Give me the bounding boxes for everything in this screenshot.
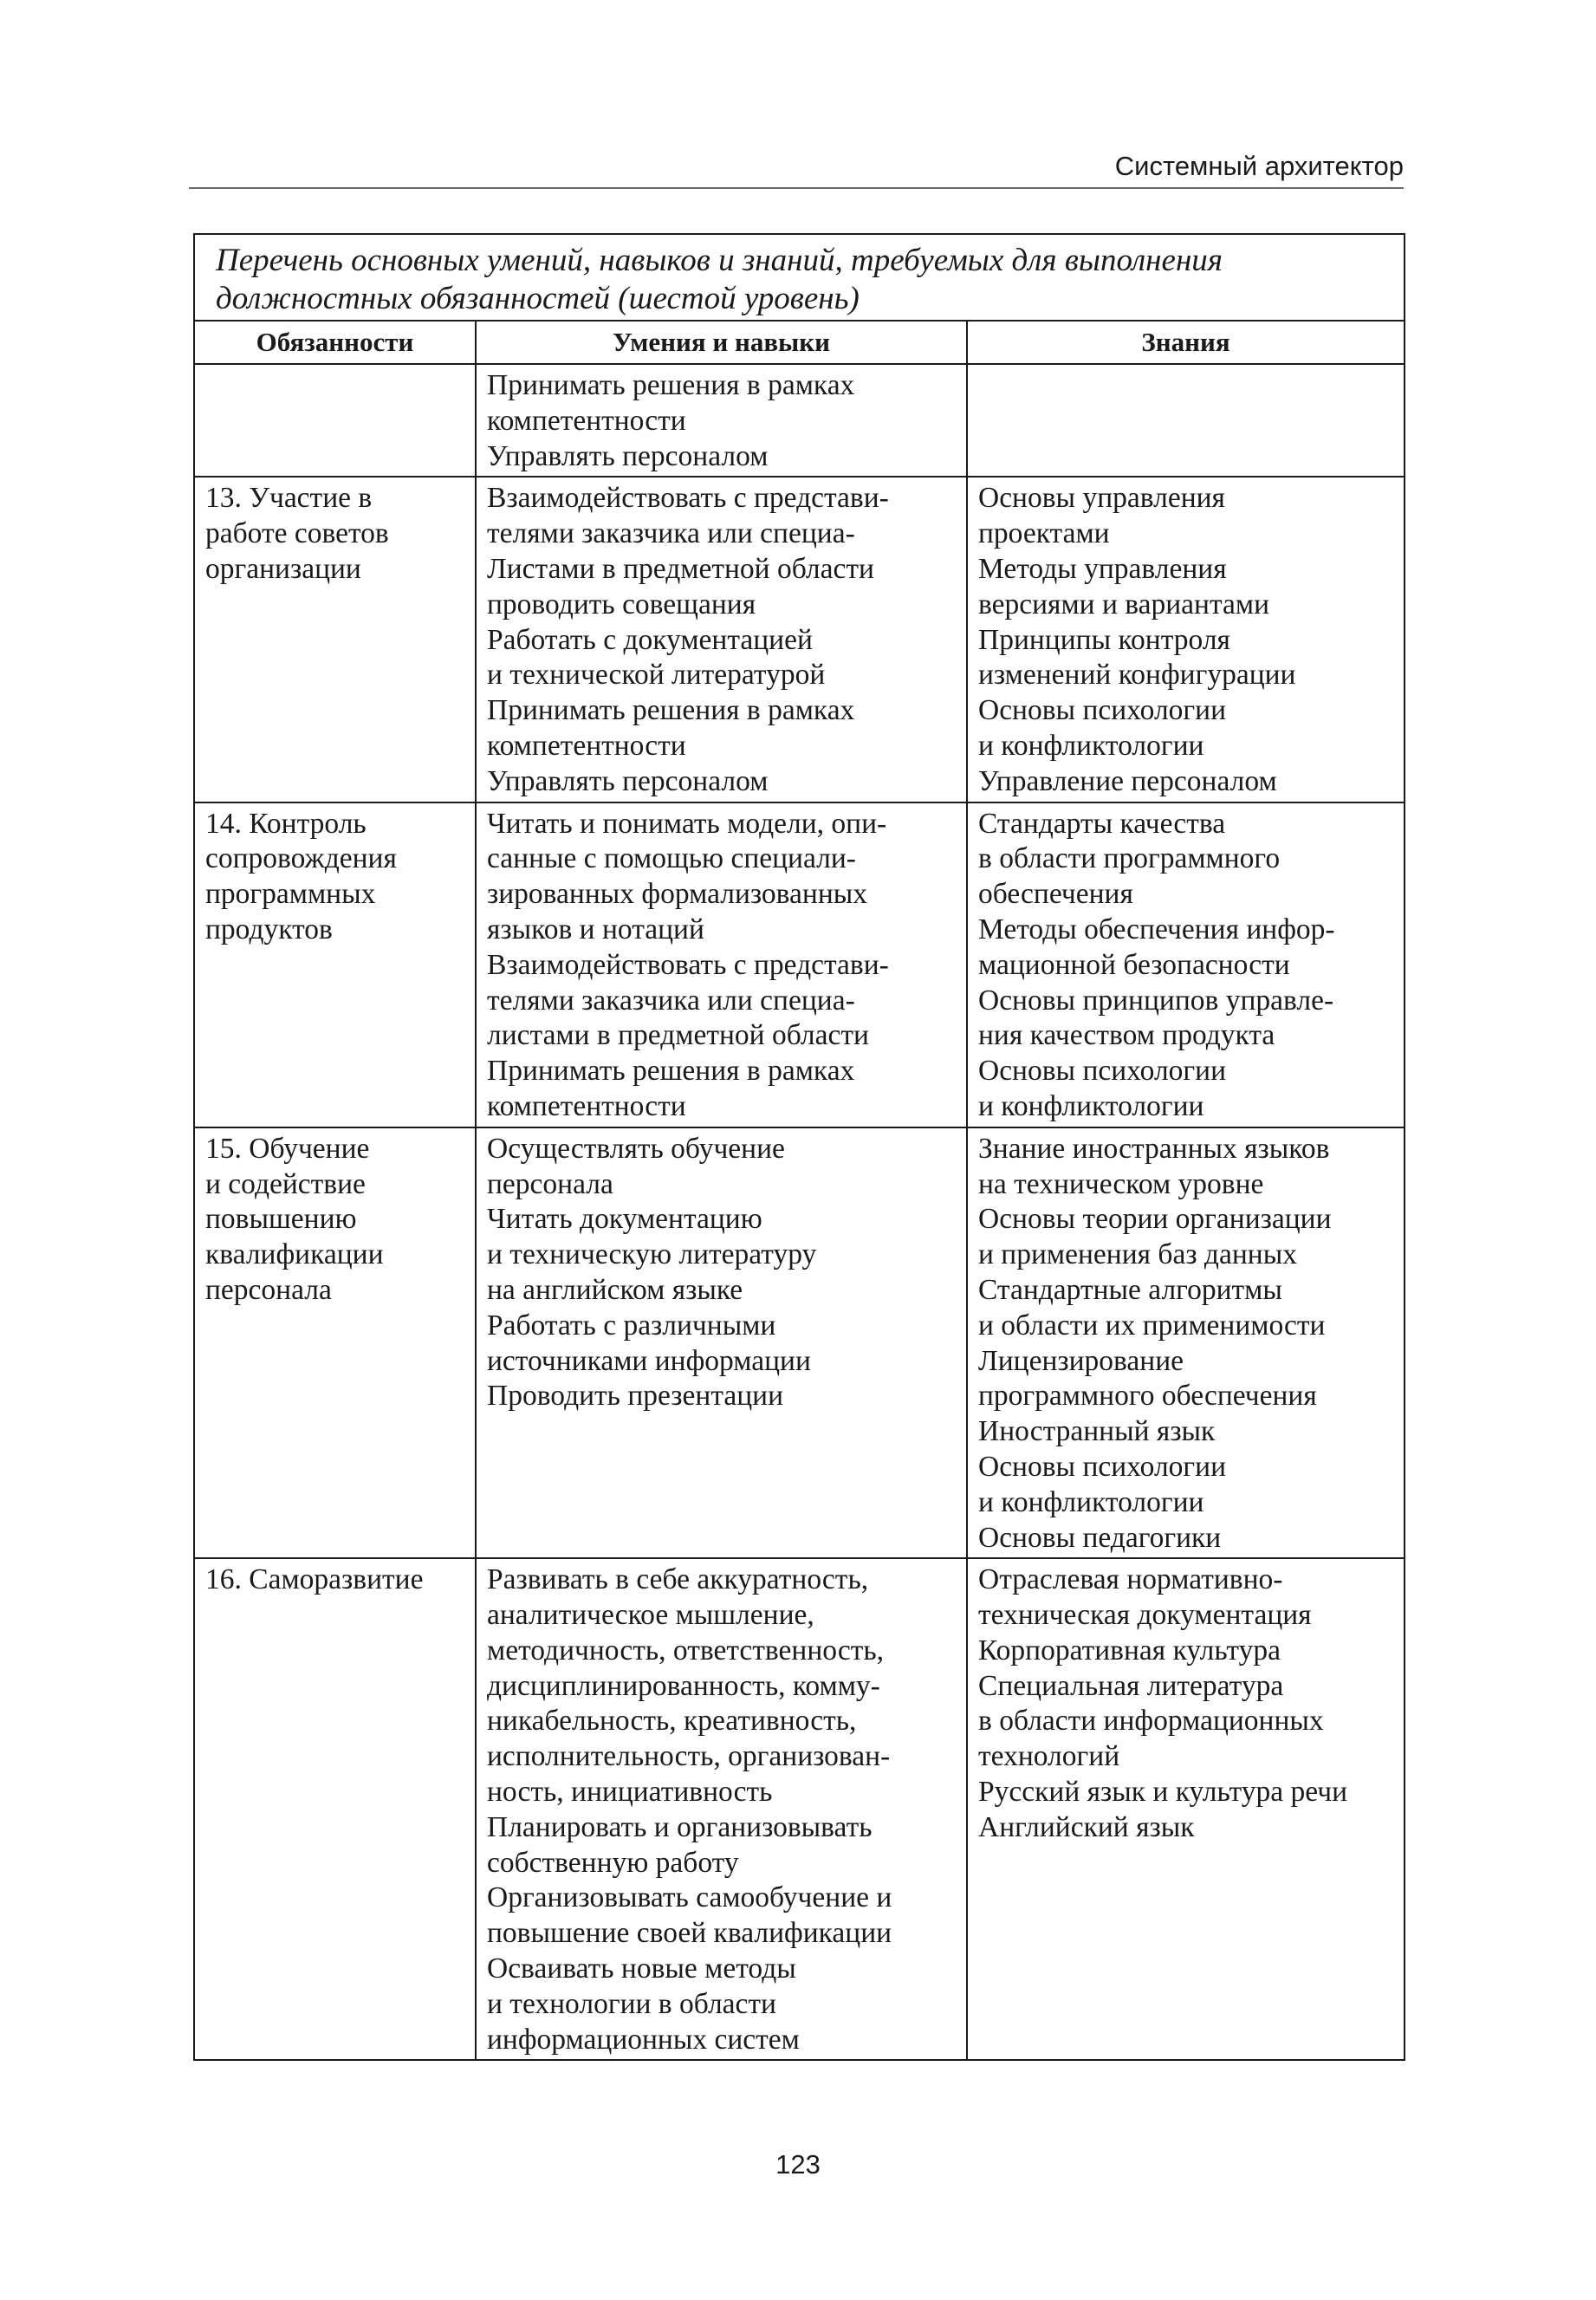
cell-line: Проводить презентации	[487, 1380, 784, 1413]
cell-line: мационной безопасности	[978, 948, 1290, 981]
cell-line: исполнительность, организован-	[487, 1740, 891, 1773]
cell-line: Развивать в себе аккуратность,	[487, 1563, 869, 1596]
cell-line: и области их применимости	[978, 1309, 1326, 1342]
knowledge-cell	[967, 1558, 1405, 2060]
cell-line: Стандартные алгоритмы	[978, 1273, 1282, 1306]
cell-line: персонала	[205, 1273, 332, 1306]
cell-line: Принципы контроля	[978, 623, 1230, 656]
cell-line: Иностранный язык	[978, 1415, 1216, 1448]
page-number: 123	[775, 2149, 821, 2180]
caption-row	[194, 234, 1405, 321]
duties-table	[193, 233, 1405, 2061]
cell-line: изменений конфигурации	[978, 659, 1296, 692]
cell-line: Основы психологии	[978, 694, 1227, 727]
cell-line: Отраслевая нормативно-	[978, 1563, 1283, 1596]
skills-cell	[476, 1127, 967, 1559]
cell-line: и конфликтологии	[978, 729, 1204, 762]
cell-line: продуктов	[205, 913, 333, 945]
caption-line: должностных обязанностей (шестой уровень)	[216, 281, 860, 316]
cell-line: собственную работу	[487, 1846, 739, 1879]
cell-line: телями заказчика или специа-	[487, 517, 855, 550]
cell-line: Стандарты качества	[978, 807, 1226, 840]
running-head: Системный архитектор	[1114, 151, 1404, 181]
cell-line: Основы управления	[978, 482, 1225, 515]
cell-line: ность, инициативность	[487, 1776, 773, 1809]
cell-line: Принимать решения в рамках	[487, 694, 855, 727]
cell-line: проводить совещания	[487, 588, 756, 620]
cell-line: Листами в предметной области	[487, 552, 874, 585]
cell-line: Знание иностранных языков	[978, 1132, 1330, 1165]
cell-line: Управлять персоналом	[487, 439, 769, 472]
cell-line: Управление персоналом	[978, 764, 1277, 797]
cell-line: технологий	[978, 1740, 1120, 1773]
cell-line: компетентности	[487, 729, 686, 762]
table-row	[194, 1558, 1405, 2060]
cell-line: работе советов	[205, 517, 389, 550]
knowledge-cell	[967, 364, 1405, 477]
knowledge-cell	[967, 802, 1405, 1127]
cell-line: Основы педагогики	[978, 1521, 1222, 1554]
cell-line: техническая документация	[978, 1599, 1312, 1632]
cell-line: Методы управления	[978, 552, 1227, 585]
cell-line: Читать и понимать модели, опи-	[487, 807, 887, 840]
header-row	[194, 321, 1405, 364]
cell-line: компетентности	[487, 1089, 686, 1122]
cell-line: организации	[205, 552, 361, 585]
cell-line: Планировать и организовывать	[487, 1810, 873, 1843]
cell-line: ния качеством продукта	[978, 1019, 1275, 1052]
cell-line: сопровождения	[205, 842, 397, 875]
cell-line: 14. Контроль	[205, 807, 367, 840]
cell-line: 15. Обучение	[205, 1132, 370, 1165]
cell-line: проектами	[978, 517, 1110, 550]
cell-line: Взаимодействовать с представи-	[487, 482, 889, 515]
cell-line: и конфликтологии	[978, 1089, 1204, 1122]
cell-line: на техническом уровне	[978, 1167, 1264, 1200]
cell-line: и содействие	[205, 1167, 366, 1200]
cell-line: Английский язык	[978, 1810, 1195, 1843]
cell-line: Принимать решения в рамках	[487, 369, 855, 401]
skills-cell	[476, 1558, 967, 2060]
table-row	[194, 802, 1405, 1127]
skills-cell	[476, 477, 967, 802]
cell-line: никабельность, креативность,	[487, 1705, 857, 1738]
cell-line: дисциплинированность, комму-	[487, 1669, 880, 1702]
cell-line: Лицензирование	[978, 1344, 1184, 1377]
cell-line: Работать с различными	[487, 1309, 776, 1342]
knowledge-cell	[967, 1127, 1405, 1559]
cell-line: обеспечения	[978, 878, 1133, 911]
cell-line: 13. Участие в	[205, 482, 373, 515]
cell-line: Основы психологии	[978, 1450, 1227, 1483]
cell-line: листами в предметной области	[487, 1019, 869, 1052]
cell-line: Основы принципов управле-	[978, 984, 1334, 1017]
cell-line: квалификации	[205, 1238, 384, 1271]
cell-line: источниками информации	[487, 1344, 811, 1377]
cell-line: Методы обеспечения инфор-	[978, 913, 1335, 945]
column-header-skills: Умения и навыки	[476, 321, 967, 364]
duty-cell	[194, 477, 476, 802]
caption-line: Перечень основных умений, навыков и знаний, требуемых для выполнения	[216, 243, 1223, 278]
table-body	[194, 364, 1405, 2060]
cell-line: телями заказчика или специа-	[487, 984, 855, 1017]
cell-line: языков и нотаций	[487, 913, 704, 945]
cell-line: информационных систем	[487, 2023, 800, 2056]
cell-line: программных	[205, 878, 376, 911]
cell-line: повышение своей квалификации	[487, 1917, 892, 1950]
cell-line: Взаимодействовать с представи-	[487, 948, 889, 981]
header-rule	[189, 187, 1404, 189]
table-row	[194, 1127, 1405, 1559]
cell-line: в области программного	[978, 842, 1281, 875]
cell-line: программного обеспечения	[978, 1380, 1317, 1413]
duty-cell	[194, 364, 476, 477]
cell-line: версиями и вариантами	[978, 588, 1270, 620]
cell-line: 16. Саморазвитие	[205, 1563, 424, 1596]
table-row	[194, 477, 1405, 802]
cell-line: Корпоративная культура	[978, 1634, 1281, 1667]
column-header-knowledge: Знания	[967, 321, 1405, 364]
duty-cell	[194, 1558, 476, 2060]
cell-line: санные с помощью специали-	[487, 842, 856, 875]
table-row	[194, 364, 1405, 477]
cell-line: зированных формализованных	[487, 878, 868, 911]
cell-line: на английском языке	[487, 1273, 743, 1306]
cell-line: Русский язык и культура речи	[978, 1776, 1348, 1809]
cell-line: Читать документацию	[487, 1203, 762, 1236]
skills-cell	[476, 364, 967, 477]
cell-line: и технологии в области	[487, 1987, 776, 2020]
cell-line: Основы психологии	[978, 1055, 1227, 1088]
cell-line: Основы теории организации	[978, 1203, 1332, 1236]
cell-line: в области информационных	[978, 1705, 1324, 1738]
duty-cell	[194, 802, 476, 1127]
cell-line: Работать с документацией	[487, 623, 813, 656]
duty-cell	[194, 1127, 476, 1559]
cell-line: компетентности	[487, 404, 686, 437]
cell-line: Организовывать самообучение и	[487, 1881, 892, 1914]
cell-line: Принимать решения в рамках	[487, 1055, 855, 1088]
cell-line: методичность, ответственность,	[487, 1634, 885, 1667]
cell-line: и технической литературой	[487, 659, 826, 692]
cell-line: Осуществлять обучение	[487, 1132, 785, 1165]
cell-line: Осваивать новые методы	[487, 1952, 796, 1985]
skills-cell	[476, 802, 967, 1127]
table-caption	[194, 234, 1405, 321]
cell-line: Управлять персоналом	[487, 764, 769, 797]
cell-line: Специальная литература	[978, 1669, 1284, 1702]
cell-line: и конфликтологии	[978, 1485, 1204, 1518]
cell-line: и применения баз данных	[978, 1238, 1297, 1271]
cell-line: и техническую литературу	[487, 1238, 817, 1271]
knowledge-cell	[967, 477, 1405, 802]
cell-line: персонала	[487, 1167, 613, 1200]
cell-line: аналитическое мышление,	[487, 1599, 814, 1632]
column-header-duties: Обязанности	[194, 321, 476, 364]
cell-line: повышению	[205, 1203, 357, 1236]
